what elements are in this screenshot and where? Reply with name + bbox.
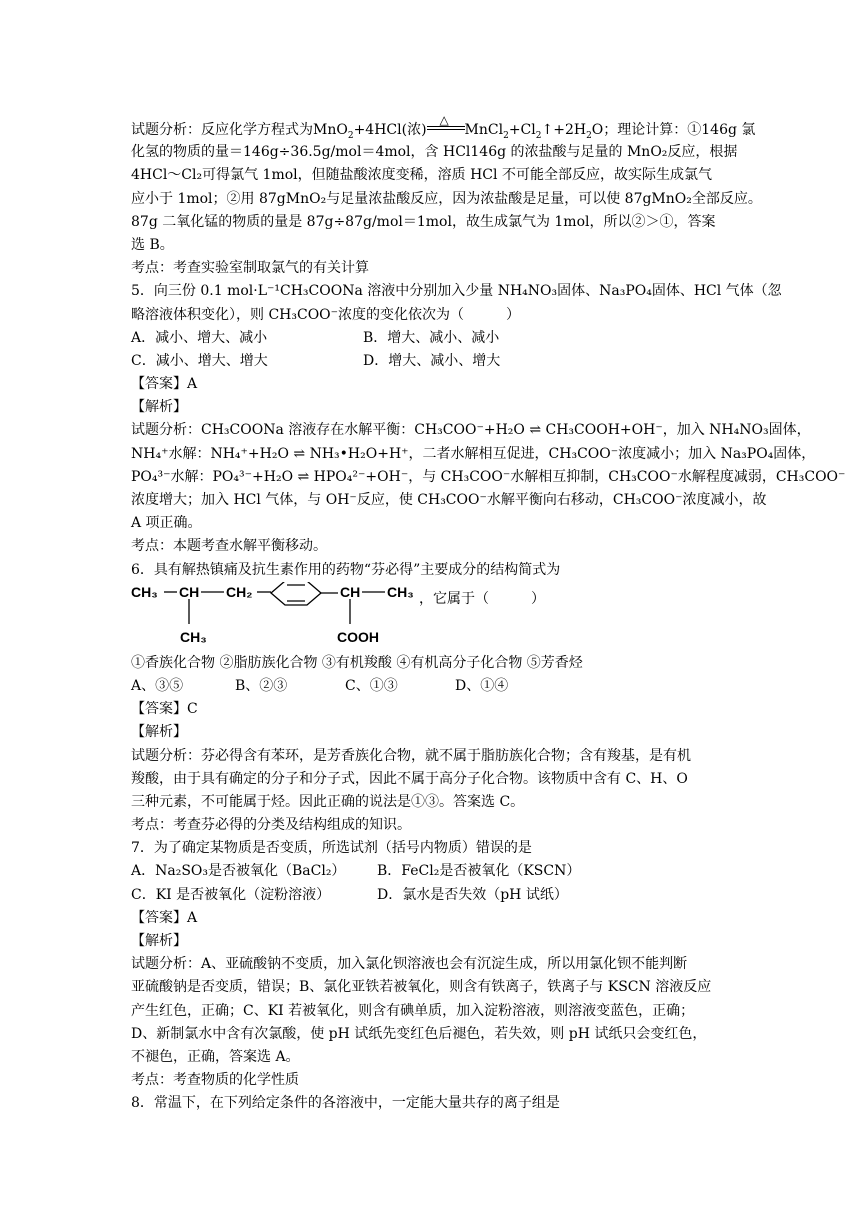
q7-analysis-line-2: 亚硫酸钠是否变质，错误；B、氯化亚铁若被氧化，则含有铁离子，铁离子与 KSCN 溶液反应: [131, 979, 712, 996]
q6-options: [131, 675, 731, 698]
text: 试题分析：反应化学方程式为MnO: [131, 122, 348, 138]
q6-option-d: D、①④: [455, 677, 509, 694]
q4-analysis-line-5: 87g 二氧化锰的物质的量是 87g÷87g/mol＝1mol，故生成氯气为 1mol，所以②＞①，答案: [131, 213, 716, 230]
ch3-left-label: CH₃: [131, 583, 158, 600]
q6-option-b: B、②③: [235, 677, 288, 694]
ibuprofen-structure: [131, 582, 731, 652]
q5-options-row-1: [131, 327, 731, 350]
q4-analysis-line-1: 试题分析：反应化学方程式为MnO$_2$+4HCl(浓) △ $MnCl_2+Cl_2↑+2H_2O$；理论计算：①146g 氯: [131, 118, 731, 141]
q4-analysis-line-4: 应小于 1mol；②用 87gMnO₂与足量浓盐酸反应，因为浓盐酸是足量，可以使 87gMnO₂全部反应。: [131, 190, 762, 207]
q5-analysis-line-3: PO₄³⁻水解：PO₄³⁻+H₂O ⇌ HPO₄²⁻+OH⁻，与 CH₃COO⁻水解相互抑制，CH₃COO⁻水解程度减弱，CH₃COO⁻: [131, 468, 846, 485]
q6-option-c: C、①③: [345, 677, 398, 694]
q6-analysis-heading: 【解析】: [131, 724, 187, 741]
q6-analysis-line-1: 试题分析：芬必得含有苯环，是芳香族化合物，就不属于脂肪族化合物；含有羧基，是有机: [131, 747, 691, 764]
ch-1-label: CH: [179, 583, 200, 600]
text: O；理论计算：①146g 氯: [591, 122, 756, 138]
text: +4HCl(浓): [353, 122, 427, 138]
ch3-right-label: CH₃: [387, 583, 414, 600]
q4-analysis-line-3: 4HCl～Cl₂可得氯气 1mol，但随盐酸浓度变稀，溶质 HCl 不可能全部反应，故实际生成氯气: [131, 167, 712, 184]
q5-options-row-2: [131, 350, 731, 373]
cooh-label: COOH: [337, 628, 379, 645]
q6-option-a: A、③⑤: [131, 677, 184, 694]
q7-option-a: A．Na₂SO₃是否被氧化（BaCl₂）: [131, 863, 346, 880]
text: MnCl: [464, 122, 504, 138]
q5-stem-line-2: 略溶液体积变化），则 CH₃COO⁻浓度的变化依次为（ ）: [131, 306, 521, 323]
q5-stem-line-1: 5．向三份 0.1 mol·L⁻¹CH₃COONa 溶液中分别加入少量 NH₄NO₃固体、Na₃PO₄固体、HCl 气体（忽: [131, 283, 782, 300]
q6-analysis-line-3: 三种元素，不可能属于烃。因此正确的说法是①③。答案选 C。: [131, 793, 525, 810]
q5-answer: 【答案】A: [131, 376, 198, 393]
q4-analysis-line-6: 选 B。: [131, 236, 174, 253]
q5-point: 考点：本题考查水解平衡移动。: [131, 538, 327, 555]
q5-analysis-line-2: NH₄⁺水解：NH₄⁺+H₂O ⇌ NH₃•H₂O+H⁺，二者水解相互促进，CH₃COO⁻浓度减小；加入 Na₃PO₄固体，: [131, 445, 816, 462]
heat-symbol: △: [439, 113, 449, 127]
text: +Cl: [508, 122, 536, 138]
ch-2-label: CH: [340, 583, 361, 600]
q5-analysis-line-4: 浓度增大；加入 HCl 气体，与 OH⁻反应，使 CH₃COO⁻水解平衡向右移动，CH₃COO⁻浓度减小，故: [131, 492, 767, 508]
q7-answer: 【答案】A: [131, 909, 198, 926]
ch2-label: CH₂: [226, 583, 253, 600]
text: ↑+2H: [541, 122, 587, 138]
q5-option-b: B．增大、减小、减小: [363, 329, 500, 346]
document-body: [131, 113, 846, 1116]
q6-choices: ①香族化合物 ②脂肪族化合物 ③有机羧酸 ④有机高分子化合物 ⑤芳香烃: [131, 654, 583, 671]
q6-stem: 6．具有解热镇痛及抗生素作用的药物“芬必得”主要成分的结构简式为: [131, 561, 561, 578]
q6-point: 考点：考查芬必得的分类及结构组成的知识。: [131, 817, 411, 834]
structure-formula-svg: [131, 582, 421, 652]
q7-option-c: C．KI 是否被氧化（淀粉溶液）: [131, 886, 331, 903]
q7-options-row-2: [131, 884, 731, 907]
q7-analysis-line-1: 试题分析：A、亚硫酸钠不变质，加入氯化钡溶液也会有沉淀生成，所以用氯化钡不能判断: [131, 956, 688, 973]
q4-analysis-line-2: 化氢的物质的量＝146g÷36.5g/mol＝4mol，含 HCl146g 的浓盐酸与足量的 MnO₂反应，根据: [131, 144, 738, 161]
q7-analysis-line-5: 不褪色，正确，答案选 A。: [131, 1048, 300, 1065]
q6-analysis-line-2: 羧酸，由于具有确定的分子和分子式，因此不属于高分子化合物。该物质中含有 C、H、O: [131, 770, 688, 787]
q7-options-row-1: [131, 860, 731, 883]
heating-condition-arrow: [427, 113, 465, 136]
q5-option-a: A．减小、增大、减小: [131, 329, 268, 346]
q5-analysis-heading: 【解析】: [131, 399, 187, 416]
q5-option-d: D．增大、减小、增大: [363, 352, 501, 369]
q7-point: 考点：考查物质的化学性质: [131, 1072, 299, 1089]
q7-option-b: B．FeCl₂是否被氧化（KSCN）: [377, 863, 581, 880]
ch3-down-label: CH₃: [180, 628, 207, 645]
q6-stem-tail: ，它属于（ ）: [419, 590, 545, 607]
q5-option-c: C．减小、增大、增大: [131, 352, 268, 369]
q7-analysis-line-3: 产生红色，正确；C、KI 若被氧化，则含有碘单质，加入淀粉溶液，则溶液变蓝色，正确；: [131, 1002, 695, 1019]
q7-stem: 7．为了确定某物质是否变质，所选试剂（括号内物质）错误的是: [131, 840, 532, 857]
q8-stem: 8．常温下，在下列给定条件的各溶液中，一定能大量共存的离子组是: [131, 1095, 560, 1112]
q4-point: 考点：考查实验室制取氯气的有关计算: [131, 260, 369, 277]
q7-analysis-heading: 【解析】: [131, 933, 187, 949]
q6-answer: 【答案】C: [131, 701, 198, 718]
q5-analysis-line-1: 试题分析：CH₃COONa 溶液存在水解平衡：CH₃COO⁻+H₂O ⇌ CH₃COOH+OH⁻，加入 NH₄NO₃固体，: [131, 422, 811, 439]
q7-analysis-line-4: D、新制氯水中含有次氯酸，使 pH 试纸先变红色后褪色，若失效，则 pH 试纸只会变红色，: [131, 1025, 707, 1042]
q7-option-d: D．氯水是否失效（pH 试纸）: [377, 886, 568, 903]
q5-analysis-line-5: A 项正确。: [131, 515, 202, 532]
